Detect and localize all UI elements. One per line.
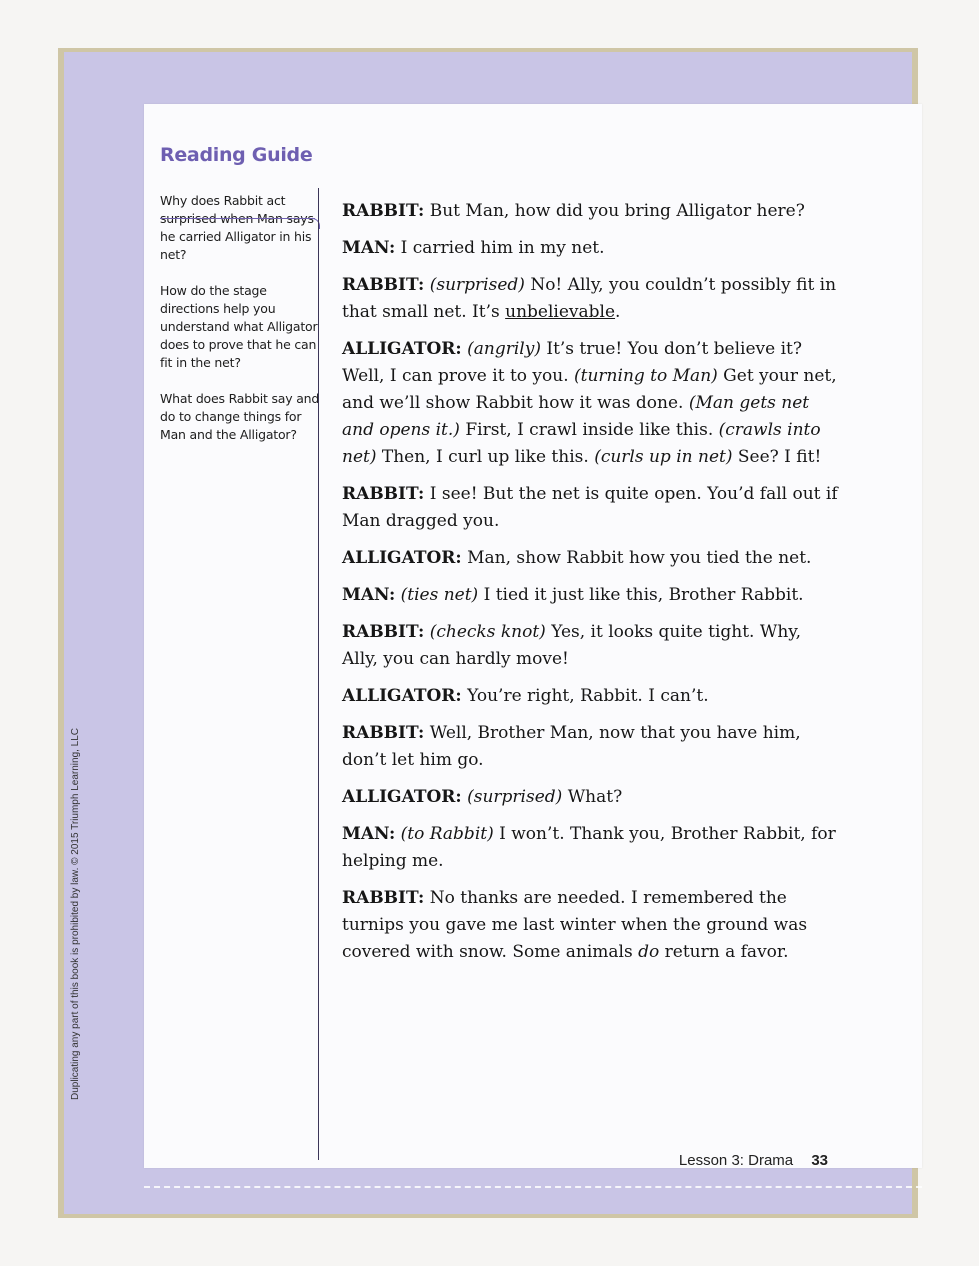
dialogue-line [342,885,838,966]
lesson-label: Lesson 3: Drama [678,1152,794,1169]
dialogue-line [342,235,838,262]
dialogue-text: I carried him in my net. [395,238,605,258]
speaker-name: MAN: [342,824,396,844]
speaker-name: ALLIGATOR: [342,339,462,359]
page-footer [679,1152,828,1169]
dialogue-line [342,720,838,774]
dialogue-text: I tied it just like this, Brother Rabbit. [478,585,804,605]
stage-direction: (Man gets net and opens it.) [342,393,810,440]
dialogue-text: return a favor. [659,942,789,962]
sidebar-rule-top [160,218,315,219]
copyright-notice: Duplicating any part of this book is prohibited by law. © 2015 Triumph Learning, LLC [70,727,81,1100]
dialogue-text: You’re right, Rabbit. I can’t. [461,686,709,706]
speaker-name: RABBIT: [342,201,425,221]
dialogue-line [342,821,838,875]
speaker-name: RABBIT: [342,888,425,908]
dialogue-text: But Man, how did you bring Alligator here? [424,201,805,221]
stage-direction: (surprised) [467,787,563,807]
stage-direction: (to Rabbit) [400,824,494,844]
dialogue-line [342,683,838,710]
dialogue-text: What? [562,787,623,807]
dialogue-text: I won’t. Thank you, Brother Rabbit, for helping me. [342,824,836,871]
dialogue-text: . [615,302,621,322]
dialogue-text: Man, show Rabbit how you tied the net. [461,548,812,568]
speaker-name: RABBIT: [342,622,425,642]
vocabulary-word: unbelievable [505,302,616,322]
dialogue-text: See? I fit! [732,447,822,467]
dialogue-line [342,619,838,673]
dialogue-line [342,545,838,572]
speaker-name: ALLIGATOR: [342,548,462,568]
content-panel [144,104,922,1168]
guide-question-2: How do the stage directions help you understand what Alligator does to prove that he can fit in the net? [160,283,318,370]
dialogue-text: No! Ally, you couldn’t possibly fit in that small net. It’s [342,275,837,322]
dialogue-line [342,481,838,535]
reading-guide-title: Reading Guide [160,144,313,166]
speaker-name: ALLIGATOR: [342,787,462,807]
stage-direction: (checks knot) [429,622,546,642]
reading-guide-sidebar [160,144,320,462]
dialogue-line [342,272,838,326]
page-number: 33 [811,1152,828,1169]
speaker-name: RABBIT: [342,484,425,504]
speaker-name: RABBIT: [342,723,425,743]
sidebar-rule-vertical [318,188,319,1160]
speaker-name: ALLIGATOR: [342,686,462,706]
dialogue-text: Well, Brother Man, now that you have him, don’t let him go. [342,723,801,770]
stage-direction: (ties net) [400,585,479,605]
dialogue-text: I see! But the net is quite open. You’d fall out if Man dragged you. [342,484,838,531]
stage-direction: (curls up in net) [594,447,733,467]
dialogue-line [342,198,838,225]
dialogue-line [342,784,838,811]
drama-script [342,198,838,976]
guide-question-1: Why does Rabbit act surprised when Man says he carried Alligator in his net? [160,193,314,262]
stage-direction: (surprised) [429,275,525,295]
stage-direction: do [638,942,660,962]
dialogue-text: Get your net, and we’ll show Rabbit how it was done. [342,366,837,413]
dialogue-text: It’s true! You don’t believe it? Well, I can prove it to you. [342,339,803,386]
stage-direction: (angrily) [467,339,541,359]
speaker-name: MAN: [342,238,396,258]
dialogue-text: No thanks are needed. I remembered the turnips you gave me last winter when the ground was covered with snow. Some animals [342,888,808,962]
book-page [64,52,912,1214]
stage-direction: (crawls into net) [342,420,821,467]
stage-direction: (turning to Man) [574,366,718,386]
dialogue-line [342,336,838,471]
dialogue-text: Then, I curl up like this. [376,447,595,467]
guide-question-3: What does Rabbit say and do to change things for Man and the Alligator? [160,391,320,442]
speaker-name: RABBIT: [342,275,425,295]
dialogue-text: First, I crawl inside like this. [459,420,719,440]
dialogue-text: Yes, it looks quite tight. Why, Ally, you can hardly move! [342,622,802,669]
dashed-divider [144,1186,922,1188]
dialogue-line [342,582,838,609]
speaker-name: MAN: [342,585,396,605]
